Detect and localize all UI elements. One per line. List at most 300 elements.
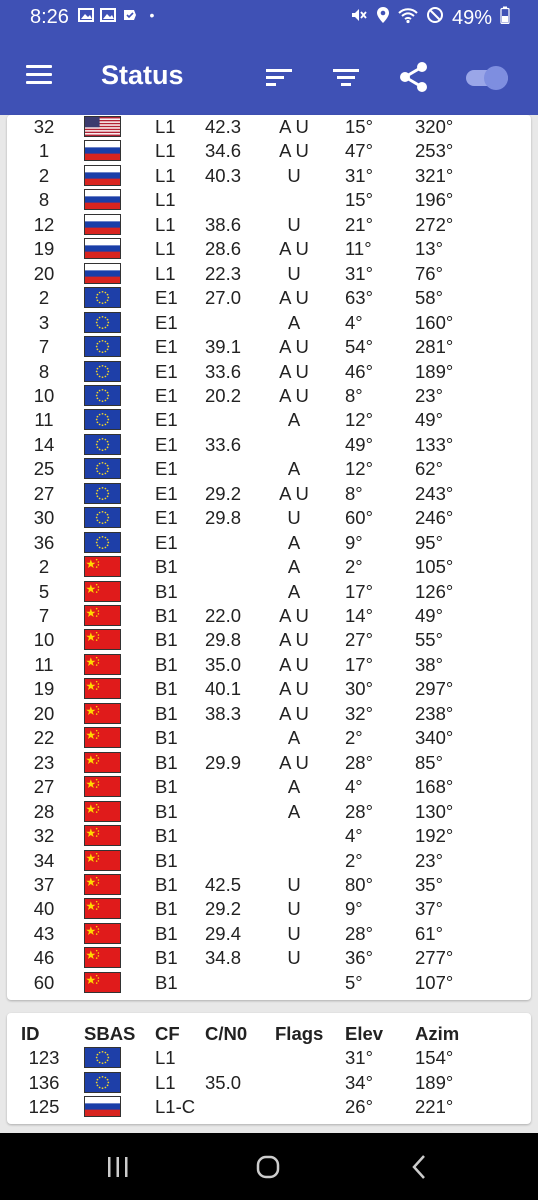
satellite-id: 10 [33, 629, 55, 651]
ru-flag-icon [84, 214, 121, 235]
cn0-value: 29.2 [205, 482, 242, 504]
table-row [7, 824, 531, 849]
azimuth-value: 238° [415, 702, 454, 724]
azimuth-value: 107° [415, 971, 454, 993]
azimuth-value: 130° [415, 800, 454, 822]
flags-value: A U [279, 605, 309, 626]
carrier-frequency: B1 [155, 580, 178, 602]
eu-flag-icon [84, 312, 121, 333]
cn-flag-icon [84, 947, 121, 968]
azimuth-value: 38° [415, 653, 443, 675]
flags-value: A [287, 580, 301, 602]
carrier-frequency: L1 [155, 164, 176, 186]
carrier-frequency: E1 [155, 433, 178, 455]
system-status-bar [0, 0, 538, 36]
satellite-id: 10 [33, 384, 55, 406]
azimuth-value: 133° [415, 433, 454, 455]
flags-value: A U [279, 287, 309, 309]
satellite-id: 27 [33, 482, 55, 504]
azimuth-value: 37° [415, 898, 443, 920]
cn0-value: 42.3 [205, 116, 242, 137]
elevation-value: 4° [345, 311, 363, 333]
table-row [7, 408, 531, 433]
table-row [7, 971, 531, 996]
satellite-id: 5 [38, 580, 50, 602]
cn0-value: 35.0 [205, 653, 242, 675]
carrier-frequency: B1 [155, 776, 178, 798]
cn-flag-icon [84, 581, 121, 602]
cn0-value: 20.2 [205, 384, 242, 406]
cn0-value: 29.9 [205, 751, 242, 773]
azimuth-value: 35° [415, 873, 443, 895]
battery-icon [500, 6, 510, 30]
carrier-frequency: B1 [155, 727, 178, 749]
azimuth-value: 160° [415, 311, 454, 333]
azimuth-value: 221° [415, 1096, 454, 1117]
cn0-value: 38.6 [205, 213, 242, 235]
cn0-value: 29.2 [205, 898, 242, 920]
azimuth-value: 196° [415, 189, 454, 211]
elevation-value: 27° [345, 629, 373, 651]
elevation-value: 30° [345, 678, 373, 700]
cn0-value: 22.0 [205, 605, 242, 626]
sort-icon[interactable] [262, 60, 296, 94]
carrier-frequency: L1 [155, 1047, 176, 1068]
system-nav-bar [0, 1133, 538, 1200]
mute-icon [350, 6, 368, 30]
elevation-value: 5° [345, 971, 363, 993]
elevation-value: 12° [345, 458, 373, 480]
carrier-frequency: E1 [155, 384, 178, 406]
elevation-value: 8° [345, 482, 363, 504]
satellite-id: 46 [33, 947, 55, 969]
battery-percent: 49% [451, 6, 492, 29]
table-row [7, 262, 531, 287]
dot-icon: • [149, 7, 155, 23]
satellite-id: 3 [38, 311, 50, 333]
azimuth-value: 243° [415, 482, 454, 504]
azimuth-value: 154° [415, 1047, 454, 1068]
carrier-frequency: E1 [155, 507, 178, 529]
cn0-value: 42.5 [205, 873, 242, 895]
elevation-value: 9° [345, 531, 363, 553]
cn0-value: 29.4 [205, 922, 242, 944]
azimuth-value: 126° [415, 580, 454, 602]
carrier-frequency: B1 [155, 629, 178, 651]
elevation-value: 17° [345, 653, 373, 675]
satellite-id: 22 [33, 727, 55, 749]
cn0-value: 40.1 [205, 678, 242, 700]
carrier-frequency: E1 [155, 482, 178, 504]
header-cn0: C/N0 [205, 1023, 248, 1044]
satellite-id: 11 [34, 653, 54, 675]
header-id: ID [21, 1023, 40, 1044]
clock: 8:26 [30, 6, 69, 28]
cn-flag-icon [84, 898, 121, 919]
flags-value: A U [279, 116, 309, 137]
satellite-id: 36 [33, 531, 55, 553]
azimuth-value: 340° [415, 727, 454, 749]
header-elev: Elev [345, 1023, 384, 1044]
carrier-frequency: L1 [155, 262, 176, 284]
table-row [7, 531, 531, 556]
table-row [7, 702, 531, 727]
table-row [7, 164, 531, 189]
flags-value: U [287, 898, 301, 920]
table-row [7, 677, 531, 702]
table-row [7, 775, 531, 800]
elevation-value: 2° [345, 727, 363, 749]
eu-flag-icon [84, 458, 121, 479]
header-sbas: SBAS [84, 1023, 136, 1044]
table-row [7, 115, 531, 140]
elevation-value: 11° [345, 238, 372, 260]
cn-flag-icon [84, 629, 121, 650]
table-row [7, 457, 531, 482]
table-row [7, 849, 531, 874]
recent-apps-icon[interactable] [106, 1153, 130, 1181]
ru-flag-icon [84, 238, 121, 259]
eu-flag-icon [84, 336, 121, 357]
back-icon[interactable] [408, 1153, 430, 1181]
app-bar [0, 36, 538, 115]
azimuth-value: 23° [415, 849, 443, 871]
carrier-frequency: B1 [155, 751, 178, 773]
elevation-value: 31° [345, 164, 373, 186]
flags-value: A [287, 409, 301, 431]
photo-notification-icon [100, 7, 116, 23]
table-row [7, 555, 531, 580]
azimuth-value: 189° [415, 1071, 454, 1093]
table-row [7, 1095, 531, 1120]
satellite-id: 27 [33, 776, 55, 798]
azimuth-value: 321° [415, 164, 454, 186]
carrier-frequency: E1 [155, 287, 178, 309]
ru-flag-icon [84, 165, 121, 186]
elevation-value: 28° [345, 922, 373, 944]
carrier-frequency: L1 [155, 140, 176, 162]
cn0-value: 33.6 [205, 433, 242, 455]
hamburger-menu-icon[interactable] [26, 65, 52, 85]
carrier-frequency: B1 [155, 971, 178, 993]
flags-value: A U [279, 629, 309, 651]
eu-flag-icon [84, 1072, 121, 1093]
elevation-value: 4° [345, 776, 363, 798]
home-icon[interactable] [255, 1153, 281, 1181]
carrier-frequency: L1 [155, 189, 176, 211]
elevation-value: 47° [345, 140, 373, 162]
elevation-value: 4° [345, 825, 363, 847]
table-row [7, 653, 531, 678]
cn-flag-icon [84, 825, 121, 846]
flags-value: A U [279, 336, 309, 358]
flags-value: U [287, 947, 301, 969]
eu-flag-icon [84, 385, 121, 406]
satellite-id: 7 [38, 605, 50, 626]
carrier-frequency: E1 [155, 311, 178, 333]
table-row [7, 800, 531, 825]
cn0-value: 39.1 [205, 336, 242, 358]
azimuth-value: 95° [415, 531, 443, 553]
cn0-value: 28.6 [205, 238, 242, 260]
table-row [7, 604, 531, 629]
flags-value: A U [279, 384, 309, 406]
elevation-value: 9° [345, 898, 363, 920]
carrier-frequency: B1 [155, 873, 178, 895]
satellite-id: 12 [33, 213, 55, 235]
eu-flag-icon [84, 287, 121, 308]
table-row [7, 286, 531, 311]
azimuth-value: 55° [415, 629, 443, 651]
cn-flag-icon [84, 752, 121, 773]
flags-value: A [287, 727, 301, 749]
carrier-frequency: E1 [155, 360, 178, 382]
azimuth-value: 246° [415, 507, 454, 529]
satellite-id: 2 [38, 287, 50, 309]
satellite-id: 125 [28, 1096, 60, 1117]
cn0-value: 29.8 [205, 629, 242, 651]
satellite-id: 20 [33, 702, 55, 724]
cn-flag-icon [84, 605, 121, 626]
flags-value: U [287, 262, 301, 284]
table-row [7, 311, 531, 336]
carrier-frequency: E1 [155, 409, 178, 431]
carrier-frequency: L1 [155, 116, 176, 137]
satellite-id: 32 [33, 825, 55, 847]
eu-flag-icon [84, 507, 121, 528]
cn-flag-icon [84, 556, 121, 577]
azimuth-value: 23° [415, 384, 443, 406]
location-icon [376, 6, 390, 30]
flags-value: A U [279, 360, 309, 382]
flags-value: A U [279, 140, 309, 162]
elevation-value: 60° [345, 507, 373, 529]
eu-flag-icon [84, 1047, 121, 1068]
sbas-status-card [7, 1013, 531, 1124]
flags-value: U [287, 922, 301, 944]
elevation-value: 21° [345, 213, 373, 235]
eu-flag-icon [84, 434, 121, 455]
azimuth-value: 61° [415, 922, 443, 944]
table-row [7, 1046, 531, 1071]
wifi-icon [398, 6, 418, 30]
ru-flag-icon [84, 189, 121, 210]
satellite-id: 2 [38, 164, 50, 186]
carrier-frequency: B1 [155, 947, 178, 969]
flags-value: A [287, 800, 301, 822]
table-row [7, 751, 531, 776]
elevation-value: 28° [345, 800, 373, 822]
carrier-frequency: B1 [155, 702, 178, 724]
elevation-value: 14° [345, 605, 373, 626]
sbas-table-header [7, 1022, 531, 1047]
elevation-value: 26° [345, 1096, 373, 1117]
azimuth-value: 76° [415, 262, 443, 284]
elevation-value: 28° [345, 751, 373, 773]
carrier-frequency: B1 [155, 556, 178, 578]
satellite-id: 136 [28, 1071, 60, 1093]
azimuth-value: 189° [415, 360, 454, 382]
us-flag-icon [84, 116, 121, 137]
cn0-value: 38.3 [205, 702, 242, 724]
table-row [7, 335, 531, 360]
eu-flag-icon [84, 361, 121, 382]
azimuth-value: 192° [415, 825, 454, 847]
table-row [7, 946, 531, 971]
carrier-frequency: E1 [155, 531, 178, 553]
flags-value: U [287, 873, 301, 895]
flags-value: A [287, 458, 301, 480]
flags-value: A [287, 776, 301, 798]
elevation-value: 32° [345, 702, 373, 724]
satellite-id: 8 [38, 360, 50, 382]
cn-flag-icon [84, 972, 121, 993]
azimuth-value: 13° [415, 238, 443, 260]
cn-flag-icon [84, 654, 121, 675]
carrier-frequency: B1 [155, 922, 178, 944]
elevation-value: 31° [345, 262, 373, 284]
flags-value: A U [279, 751, 309, 773]
cn-flag-icon [84, 678, 121, 699]
satellite-id: 30 [33, 507, 55, 529]
cn-flag-icon [84, 727, 121, 748]
satellite-id: 11 [34, 409, 54, 431]
satellite-id: 2 [38, 556, 50, 578]
elevation-value: 80° [345, 873, 373, 895]
cn0-value: 27.0 [205, 287, 242, 309]
azimuth-value: 58° [415, 287, 443, 309]
cn-flag-icon [84, 923, 121, 944]
cn0-value: 34.6 [205, 140, 242, 162]
azimuth-value: 320° [415, 116, 454, 137]
elevation-value: 34° [345, 1071, 373, 1093]
satellite-id: 19 [33, 678, 55, 700]
satellite-id: 7 [38, 336, 50, 358]
elevation-value: 46° [345, 360, 373, 382]
carrier-frequency: B1 [155, 605, 178, 626]
satellite-id: 60 [33, 971, 55, 993]
azimuth-value: 85° [415, 751, 443, 773]
azimuth-value: 62° [415, 458, 443, 480]
cn-flag-icon [84, 801, 121, 822]
satellite-id: 40 [33, 898, 55, 920]
carrier-frequency: L1 [155, 213, 176, 235]
table-row [7, 139, 531, 164]
flags-value: A U [279, 702, 309, 724]
table-row [7, 897, 531, 922]
carrier-frequency: E1 [155, 336, 178, 358]
azimuth-value: 297° [415, 678, 454, 700]
carrier-frequency: B1 [155, 678, 178, 700]
satellite-id: 123 [28, 1047, 60, 1068]
elevation-value: 49° [345, 433, 373, 455]
cn-flag-icon [84, 703, 121, 724]
satellite-id: 32 [33, 116, 55, 137]
cn0-value: 33.6 [205, 360, 242, 382]
do-not-disturb-icon [426, 6, 444, 30]
table-row [7, 188, 531, 213]
toggle-switch[interactable] [463, 60, 513, 94]
eu-flag-icon [84, 532, 121, 553]
carrier-frequency: B1 [155, 898, 178, 920]
azimuth-value: 272° [415, 213, 454, 235]
table-row [7, 726, 531, 751]
carrier-frequency: B1 [155, 653, 178, 675]
table-row [7, 628, 531, 653]
table-row [7, 873, 531, 898]
flags-value: A U [279, 482, 309, 504]
azimuth-value: 253° [415, 140, 454, 162]
flags-value: A U [279, 678, 309, 700]
table-row [7, 360, 531, 385]
flags-value: U [287, 213, 301, 235]
elevation-value: 15° [345, 116, 373, 137]
satellite-id: 25 [33, 458, 55, 480]
satellite-id: 20 [33, 262, 55, 284]
share-icon[interactable] [397, 60, 431, 94]
table-row [7, 922, 531, 947]
filter-icon[interactable] [329, 60, 363, 94]
satellite-id: 8 [38, 189, 50, 211]
table-row [7, 384, 531, 409]
satellite-id: 28 [33, 800, 55, 822]
elevation-value: 63° [345, 287, 373, 309]
satellite-id: 19 [33, 238, 55, 260]
satellite-id: 1 [38, 140, 50, 162]
cn0-value: 22.3 [205, 262, 242, 284]
azimuth-value: 105° [415, 556, 454, 578]
gnss-status-card[interactable] [7, 115, 531, 1000]
table-row [7, 237, 531, 262]
carrier-frequency: B1 [155, 800, 178, 822]
elevation-value: 12° [345, 409, 373, 431]
azimuth-value: 277° [415, 947, 454, 969]
cn-flag-icon [84, 850, 121, 871]
table-row [7, 1071, 531, 1096]
carrier-frequency: L1 [155, 238, 176, 260]
ru-flag-icon [84, 140, 121, 161]
flags-value: A [287, 531, 301, 553]
azimuth-value: 49° [415, 605, 443, 626]
flags-value: A U [279, 653, 309, 675]
carrier-frequency: E1 [155, 458, 178, 480]
cn0-value: 29.8 [205, 507, 242, 529]
cn-flag-icon [84, 776, 121, 797]
table-row [7, 213, 531, 238]
elevation-value: 54° [345, 336, 373, 358]
header-cf: CF [155, 1023, 180, 1044]
satellite-id: 23 [33, 751, 55, 773]
satellite-id: 14 [33, 433, 55, 455]
elevation-value: 31° [345, 1047, 373, 1068]
elevation-value: 17° [345, 580, 373, 602]
table-row [7, 580, 531, 605]
azimuth-value: 281° [415, 336, 454, 358]
eu-flag-icon [84, 483, 121, 504]
elevation-value: 15° [345, 189, 373, 211]
check-notification-icon [122, 7, 138, 23]
elevation-value: 2° [345, 556, 363, 578]
azimuth-value: 49° [415, 409, 443, 431]
table-row [7, 433, 531, 458]
flags-value: A [287, 556, 301, 578]
ru-flag-icon [84, 263, 121, 284]
flags-value: U [287, 164, 301, 186]
cn0-value: 34.8 [205, 947, 242, 969]
header-flags: Flags [275, 1023, 324, 1044]
eu-flag-icon [84, 409, 121, 430]
elevation-value: 2° [345, 849, 363, 871]
